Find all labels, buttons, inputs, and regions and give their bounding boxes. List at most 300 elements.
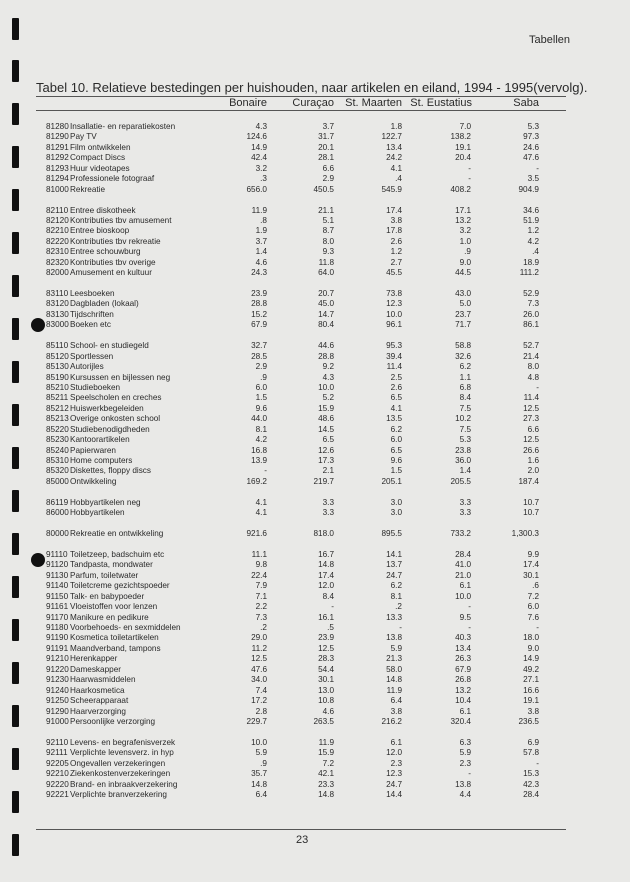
- group-spacer: [0, 487, 630, 497]
- item-code: 81293: [46, 163, 69, 173]
- value-bonaire: .8: [260, 215, 267, 225]
- value-st-eustatius: 9.0: [459, 257, 471, 267]
- value-bonaire: 29.0: [251, 633, 267, 643]
- value-st-maarten: 12.0: [386, 748, 402, 758]
- table-row: [0, 508, 630, 518]
- value-curacao: 219.7: [313, 476, 334, 486]
- item-code: 91161: [46, 602, 69, 612]
- value-curacao: 14.7: [318, 309, 334, 319]
- item-label: Talk- en babypoeder: [70, 591, 145, 601]
- item-code: 92210: [46, 769, 69, 779]
- value-st-eustatius: 3.2: [459, 226, 471, 236]
- table-row: [0, 393, 630, 403]
- group-spacer: [0, 540, 630, 550]
- value-saba: .6: [532, 581, 539, 591]
- value-saba: 24.6: [523, 142, 539, 152]
- value-st-eustatius: 1.4: [459, 466, 471, 476]
- item-label: Kantoorartikelen: [70, 435, 130, 445]
- item-label: Levens- en begrafenisverzek: [70, 737, 176, 747]
- value-saba: 1,300.3: [511, 529, 539, 539]
- item-label: Autorijles: [70, 362, 104, 372]
- value-saba: 26.6: [523, 445, 539, 455]
- value-st-maarten: 11.4: [386, 362, 402, 372]
- item-code: 92221: [46, 790, 69, 799]
- value-curacao: 450.5: [313, 184, 334, 194]
- table-row: [0, 686, 630, 696]
- item-code: 85130: [46, 362, 69, 372]
- value-bonaire: 15.2: [251, 309, 267, 319]
- value-curacao: 9.2: [322, 362, 334, 372]
- item-label: Hobbyartikelen neg: [70, 497, 141, 507]
- value-st-eustatius: 5.3: [459, 435, 471, 445]
- value-curacao: 7.2: [322, 758, 334, 768]
- value-bonaire: 44.0: [251, 414, 267, 424]
- item-label: Leesboeken: [70, 289, 115, 298]
- value-saba: 27.3: [523, 414, 539, 424]
- item-label: Entree bioskoop: [70, 226, 130, 236]
- value-curacao: 17.3: [318, 456, 334, 465]
- table-row: [0, 164, 630, 174]
- item-label: Vloeistoffen voor lenzen: [70, 602, 158, 612]
- item-code: 91140: [46, 581, 69, 591]
- value-curacao: 263.5: [313, 716, 334, 726]
- item-code: 85110: [46, 341, 69, 351]
- table-row: [0, 268, 630, 278]
- value-st-eustatius: 32.6: [455, 351, 471, 361]
- value-curacao: 3.3: [322, 497, 334, 507]
- table-row: [0, 560, 630, 570]
- value-st-eustatius: 19.1: [455, 142, 471, 152]
- value-st-eustatius: 10.2: [455, 414, 471, 424]
- value-saba: 904.9: [518, 184, 539, 194]
- item-code: 91191: [46, 643, 69, 653]
- value-saba: 1.2: [527, 226, 539, 236]
- value-st-maarten: 10.0: [386, 309, 402, 319]
- value-saba: 34.6: [523, 205, 539, 215]
- item-label: Voorbehoeds- en sexmiddelen: [70, 623, 181, 632]
- value-curacao: 15.9: [318, 403, 334, 413]
- value-st-eustatius: 1.0: [459, 236, 471, 246]
- value-curacao: 54.4: [318, 664, 334, 674]
- table-row: [0, 790, 630, 800]
- value-st-maarten: 24.7: [386, 570, 402, 580]
- value-st-maarten: 12.3: [386, 299, 402, 309]
- value-st-eustatius: 5.9: [459, 748, 471, 758]
- value-saba: 18.9: [523, 257, 539, 267]
- table-row: [0, 613, 630, 623]
- item-code: 86119: [46, 497, 69, 507]
- item-label: Kontributies tbv amusement: [70, 215, 172, 225]
- item-label: Diskettes, floppy discs: [70, 466, 151, 476]
- item-label: Home computers: [70, 456, 133, 465]
- value-st-eustatius: 10.0: [455, 591, 471, 601]
- item-code: 91210: [46, 654, 69, 664]
- value-saba: 8.0: [527, 362, 539, 372]
- value-bonaire: 3.7: [255, 236, 267, 246]
- value-curacao: 28.8: [318, 351, 334, 361]
- value-saba: 16.6: [523, 685, 539, 695]
- value-st-maarten: 6.5: [390, 445, 402, 455]
- value-st-eustatius: 6.2: [459, 362, 471, 372]
- value-saba: -: [536, 623, 539, 632]
- item-code: 85220: [46, 424, 69, 434]
- value-st-maarten: 14.4: [386, 790, 402, 799]
- value-saba: 6.6: [527, 424, 539, 434]
- value-saba: 7.6: [527, 612, 539, 622]
- table-row: [0, 373, 630, 383]
- value-curacao: 2.1: [322, 466, 334, 476]
- value-saba: 12.5: [523, 403, 539, 413]
- value-st-maarten: 45.5: [386, 268, 402, 278]
- binder-hole: [12, 834, 19, 856]
- value-saba: 4.2: [527, 236, 539, 246]
- value-bonaire: 22.4: [251, 570, 267, 580]
- table-row: [0, 477, 630, 487]
- value-bonaire: 4.6: [255, 257, 267, 267]
- value-bonaire: 4.2: [255, 435, 267, 445]
- item-label: Ziekenkostenverzekeringen: [70, 769, 171, 779]
- item-code: 83120: [46, 299, 69, 309]
- item-code: 92205: [46, 758, 69, 768]
- column-header-bonaire: Bonaire: [229, 97, 267, 109]
- item-code: 81291: [46, 142, 69, 152]
- item-code: 83000: [46, 320, 69, 330]
- item-label: Toiletzeep, badschuim etc: [70, 549, 165, 559]
- item-code: 82110: [46, 205, 69, 215]
- value-curacao: 28.1: [318, 153, 334, 163]
- value-st-eustatius: 7.5: [459, 424, 471, 434]
- value-bonaire: 7.9: [255, 581, 267, 591]
- value-curacao: 14.8: [318, 790, 334, 799]
- value-st-maarten: 205.1: [381, 476, 402, 486]
- value-st-maarten: 4.1: [390, 403, 402, 413]
- item-label: Insallatie- en reparatiekosten: [70, 122, 176, 131]
- value-curacao: 8.4: [322, 591, 334, 601]
- item-label: Studieboeken: [70, 382, 121, 392]
- item-code: 82220: [46, 236, 69, 246]
- value-bonaire: 656.0: [246, 184, 267, 194]
- value-bonaire: 3.2: [255, 163, 267, 173]
- value-bonaire: 28.8: [251, 299, 267, 309]
- item-code: 91110: [46, 549, 68, 559]
- column-header-st-eustatius: St. Eustatius: [410, 97, 472, 109]
- value-st-eustatius: 7.0: [459, 122, 471, 131]
- item-code: 82320: [46, 257, 69, 267]
- item-code: 85310: [46, 456, 69, 465]
- item-code: 91240: [46, 685, 69, 695]
- item-label: Rekreatie en ontwikkeling: [70, 529, 164, 539]
- value-bonaire: 67.9: [251, 320, 267, 330]
- value-saba: 30.1: [523, 570, 539, 580]
- item-code: 85320: [46, 466, 69, 476]
- value-bonaire: 9.6: [255, 403, 267, 413]
- table-row: [0, 780, 630, 790]
- item-label: Verplichte branverzekering: [70, 790, 167, 799]
- item-label: Studiebenodigdheden: [70, 424, 150, 434]
- item-label: Professionele fotograaf: [70, 174, 155, 184]
- value-bonaire: 2.2: [255, 602, 267, 612]
- value-st-eustatius: 43.0: [455, 289, 471, 298]
- value-bonaire: 24.3: [251, 268, 267, 278]
- value-bonaire: 5.9: [255, 748, 267, 758]
- value-saba: 10.7: [523, 508, 539, 518]
- value-bonaire: 8.1: [255, 424, 267, 434]
- value-curacao: 14.5: [318, 424, 334, 434]
- table-row: [0, 769, 630, 779]
- value-st-maarten: 5.9: [390, 643, 402, 653]
- value-st-eustatius: 26.8: [455, 675, 471, 685]
- value-st-maarten: 3.0: [390, 497, 402, 507]
- value-st-eustatius: 2.3: [459, 758, 471, 768]
- value-bonaire: 169.2: [246, 476, 267, 486]
- group-spacer: [0, 279, 630, 289]
- value-curacao: 45.0: [318, 299, 334, 309]
- item-code: 85212: [46, 403, 69, 413]
- table-row: [0, 174, 630, 184]
- value-saba: 11.4: [523, 393, 539, 403]
- value-curacao: 12.5: [318, 643, 334, 653]
- item-label: Tijdschriften: [70, 309, 114, 319]
- value-saba: 10.7: [523, 497, 539, 507]
- item-code: 91220: [46, 664, 69, 674]
- value-st-maarten: -: [399, 623, 402, 632]
- table-row: [0, 352, 630, 362]
- value-saba: 7.2: [527, 591, 539, 601]
- table-row: [0, 675, 630, 685]
- value-st-maarten: 122.7: [381, 132, 402, 142]
- value-st-maarten: 17.4: [386, 205, 402, 215]
- value-saba: 111.2: [519, 268, 539, 278]
- value-st-maarten: 3.8: [390, 706, 402, 716]
- value-bonaire: .9: [260, 372, 267, 382]
- value-bonaire: 11.2: [251, 643, 267, 653]
- item-code: 82210: [46, 226, 69, 236]
- value-st-maarten: 6.5: [390, 393, 402, 403]
- value-saba: 19.1: [523, 696, 539, 706]
- item-code: 81294: [46, 174, 69, 184]
- value-saba: 42.3: [523, 779, 539, 789]
- table-row: [0, 707, 630, 717]
- value-st-eustatius: 36.0: [455, 456, 471, 465]
- value-st-maarten: 2.6: [390, 382, 402, 392]
- value-curacao: 31.7: [318, 132, 334, 142]
- item-code: 81280: [46, 122, 69, 131]
- value-st-maarten: 39.4: [386, 351, 402, 361]
- value-saba: 12.5: [523, 435, 539, 445]
- value-curacao: 11.9: [318, 737, 334, 747]
- value-bonaire: 2.8: [255, 706, 267, 716]
- value-bonaire: 23.9: [251, 289, 267, 298]
- table-row: [0, 644, 630, 654]
- item-label: Persoonlijke verzorging: [70, 716, 156, 726]
- value-bonaire: 11.9: [251, 205, 267, 215]
- table-row: [0, 143, 630, 153]
- table-row: [0, 320, 630, 330]
- value-curacao: 818.0: [313, 529, 334, 539]
- value-st-maarten: 4.1: [390, 163, 402, 173]
- item-label: Speelscholen en creches: [70, 393, 162, 403]
- item-code: 83130: [46, 309, 69, 319]
- value-st-maarten: 9.6: [390, 456, 402, 465]
- item-code: 80000: [46, 529, 69, 539]
- value-curacao: 44.6: [318, 341, 334, 351]
- value-st-maarten: 11.9: [386, 685, 402, 695]
- item-label: School- en studiegeld: [70, 341, 149, 351]
- value-st-eustatius: 20.4: [455, 153, 471, 163]
- item-code: 91130: [46, 570, 69, 580]
- value-curacao: 3.3: [322, 508, 334, 518]
- value-st-maarten: 13.5: [386, 414, 402, 424]
- value-st-eustatius: 40.3: [455, 633, 471, 643]
- table-row: [0, 446, 630, 456]
- value-st-maarten: 2.7: [390, 257, 402, 267]
- item-code: 91250: [46, 696, 69, 706]
- value-saba: 18.0: [523, 633, 539, 643]
- value-saba: 3.5: [527, 174, 539, 184]
- value-st-maarten: 13.3: [386, 612, 402, 622]
- value-curacao: 13.0: [318, 685, 334, 695]
- item-label: Herenkapper: [70, 654, 118, 664]
- value-st-eustatius: 3.3: [459, 497, 471, 507]
- value-saba: .4: [532, 247, 539, 257]
- value-st-eustatius: 26.3: [455, 654, 471, 664]
- column-header-st-maarten: St. Maarten: [345, 97, 402, 109]
- value-st-eustatius: -: [468, 602, 471, 612]
- table-row: [0, 602, 630, 612]
- item-label: Haarkosmetica: [70, 685, 125, 695]
- item-label: Parfum, toiletwater: [70, 570, 139, 580]
- item-code: 91170: [46, 612, 69, 622]
- value-st-eustatius: 7.5: [459, 403, 471, 413]
- value-curacao: 23.9: [318, 633, 334, 643]
- value-bonaire: 12.5: [251, 654, 267, 664]
- value-saba: 5.3: [527, 122, 539, 131]
- value-st-eustatius: 23.7: [455, 309, 471, 319]
- value-st-eustatius: -: [468, 174, 471, 184]
- value-saba: 47.6: [523, 153, 539, 163]
- value-st-eustatius: 13.8: [455, 779, 471, 789]
- item-code: 92110: [46, 737, 69, 747]
- item-label: Hobbyartikelen: [70, 508, 125, 518]
- value-bonaire: 16.8: [251, 445, 267, 455]
- value-curacao: 14.8: [318, 560, 334, 570]
- item-code: 85000: [46, 476, 69, 486]
- item-label: Haarwasmiddelen: [70, 675, 136, 685]
- value-bonaire: 229.7: [246, 716, 267, 726]
- value-bonaire: 32.7: [251, 341, 267, 351]
- table-row: [0, 299, 630, 309]
- value-bonaire: 921.6: [246, 529, 267, 539]
- binder-hole: [12, 18, 19, 40]
- table-row: [0, 383, 630, 393]
- item-label: Kosmetica toiletartikelen: [70, 633, 159, 643]
- value-st-eustatius: 5.0: [459, 299, 471, 309]
- value-st-eustatius: 17.1: [455, 205, 471, 215]
- value-bonaire: 42.4: [251, 153, 267, 163]
- item-code: 91120: [46, 560, 69, 570]
- item-code: 81292: [46, 153, 69, 163]
- value-st-eustatius: 13.4: [455, 643, 471, 653]
- table-row: [0, 122, 630, 132]
- value-st-eustatius: 13.2: [455, 685, 471, 695]
- table-row: [0, 654, 630, 664]
- item-label: Entree schouwburg: [70, 247, 141, 257]
- value-bonaire: 11.1: [251, 549, 267, 559]
- value-saba: 1.6: [527, 456, 539, 465]
- table-row: [0, 738, 630, 748]
- header-rule: [36, 110, 566, 111]
- value-st-eustatius: 13.2: [455, 215, 471, 225]
- group-spacer: [0, 331, 630, 341]
- item-code: 85120: [46, 351, 69, 361]
- value-curacao: 30.1: [318, 675, 334, 685]
- value-bonaire: 14.8: [251, 779, 267, 789]
- value-bonaire: 28.5: [251, 351, 267, 361]
- value-st-maarten: 6.4: [390, 696, 402, 706]
- value-saba: 26.0: [523, 309, 539, 319]
- value-st-eustatius: -: [468, 163, 471, 173]
- value-st-maarten: 6.2: [390, 581, 402, 591]
- value-bonaire: .9: [260, 758, 267, 768]
- value-saba: 3.8: [527, 706, 539, 716]
- item-code: 91190: [46, 633, 69, 643]
- value-st-maarten: 17.8: [386, 226, 402, 236]
- footer-rule: [36, 829, 566, 830]
- value-st-maarten: 13.4: [386, 142, 402, 152]
- item-code: 91290: [46, 706, 69, 716]
- item-label: Scheerapparaat: [70, 696, 129, 706]
- value-st-maarten: 24.7: [386, 779, 402, 789]
- value-st-eustatius: 10.4: [455, 696, 471, 706]
- binder-hole: [12, 60, 19, 82]
- value-st-eustatius: 320.4: [450, 716, 471, 726]
- table-title: Tabel 10. Relatieve bestedingen per huishouden, naar artikelen en eiland, 1994 - 1995(vervolg).: [36, 80, 588, 95]
- value-st-eustatius: -: [468, 623, 471, 632]
- table-row: [0, 216, 630, 226]
- item-label: Ontwikkeling: [70, 476, 117, 486]
- value-st-maarten: 95.3: [386, 341, 402, 351]
- item-label: Manikure en pedikure: [70, 612, 149, 622]
- table-row: [0, 759, 630, 769]
- value-bonaire: 4.1: [255, 497, 267, 507]
- value-saba: 49.2: [523, 664, 539, 674]
- value-st-maarten: 3.0: [390, 508, 402, 518]
- item-code: 91230: [46, 675, 69, 685]
- value-saba: 4.8: [527, 372, 539, 382]
- value-st-maarten: 2.5: [390, 372, 402, 382]
- item-code: 83110: [46, 289, 69, 298]
- table-row: [0, 237, 630, 247]
- table-row: [0, 717, 630, 727]
- table-row: [0, 529, 630, 539]
- value-st-eustatius: 21.0: [455, 570, 471, 580]
- value-st-maarten: 1.5: [390, 466, 402, 476]
- table-row: [0, 592, 630, 602]
- item-label: Haarverzorging: [70, 706, 126, 716]
- value-saba: 21.4: [523, 351, 539, 361]
- value-saba: 14.9: [523, 654, 539, 664]
- value-curacao: 20.7: [318, 289, 334, 298]
- item-code: 85211: [46, 393, 69, 403]
- value-saba: 2.0: [527, 466, 539, 476]
- item-label: Entree diskotheek: [70, 205, 136, 215]
- value-saba: 28.4: [523, 790, 539, 799]
- value-st-maarten: .4: [395, 174, 402, 184]
- value-st-eustatius: 4.4: [459, 790, 471, 799]
- item-label: Maandverband, tampons: [70, 643, 161, 653]
- value-st-eustatius: 67.9: [455, 664, 471, 674]
- value-st-maarten: 895.5: [381, 529, 402, 539]
